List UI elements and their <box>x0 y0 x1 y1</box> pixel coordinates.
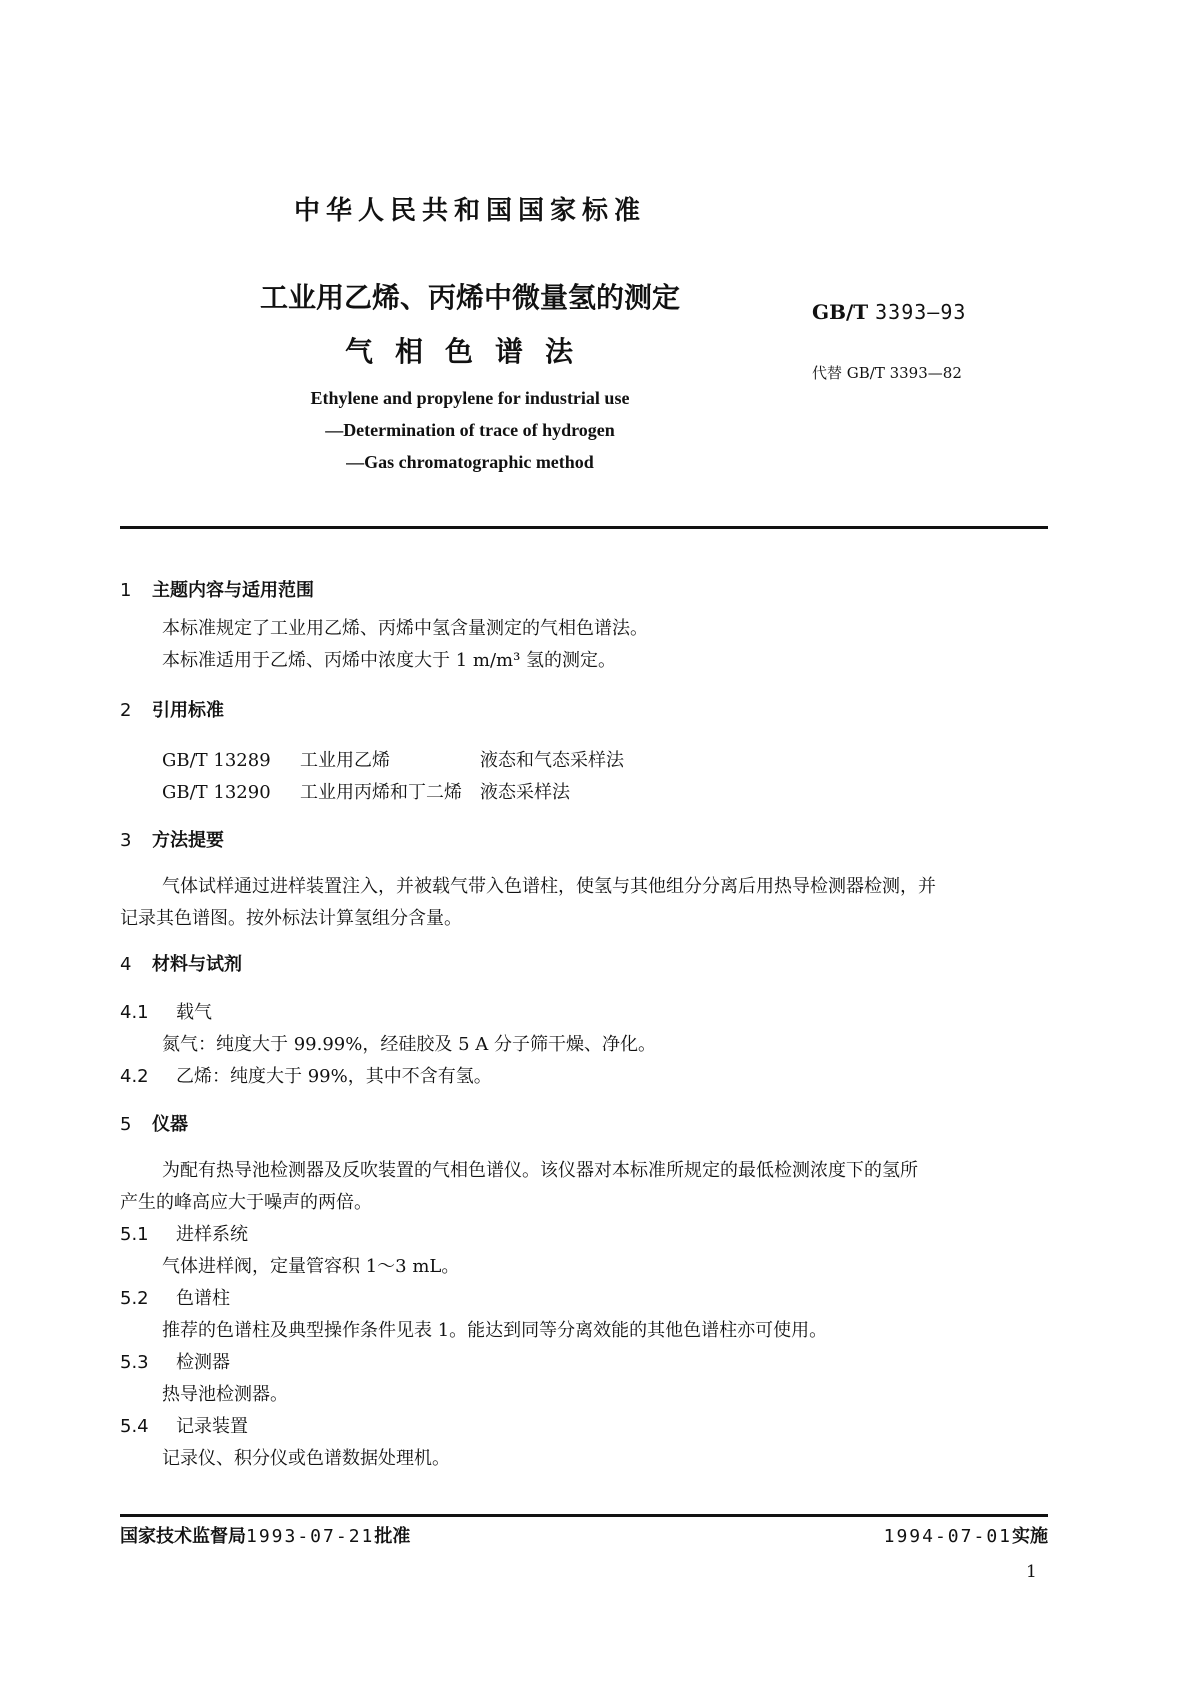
approve-date: 1993-07-21 <box>246 1526 375 1547</box>
subsection-5-1-text: 气体进样阀，定量管容积 1～3 mL。 <box>162 1256 460 1277</box>
section-5-para-2: 产生的峰高应大于噪声的两倍。 <box>120 1192 372 1213</box>
subsection-number: 5.3 <box>120 1352 149 1373</box>
subsection-4-1-text: 氮气：纯度大于 99.99%，经硅胶及 5 A 分子筛干燥、净化。 <box>162 1034 656 1055</box>
english-title-line3: —Gas chromatographic method <box>346 452 594 472</box>
section-number: 4 <box>120 954 132 975</box>
standard-prefix: GB/T <box>812 300 869 324</box>
section-title: 引用标准 <box>152 700 224 721</box>
standard-number <box>812 300 966 324</box>
footer-divider <box>120 1514 1048 1517</box>
section-title: 仪器 <box>152 1114 188 1135</box>
subsection-title: 记录装置 <box>176 1416 248 1437</box>
subsection-number: 4.2 <box>120 1066 149 1087</box>
subsection-5-1 <box>120 1220 248 1246</box>
reference-code: GB/T 13289 <box>162 750 271 771</box>
reference-desc: 液态和气态采样法 <box>480 750 624 771</box>
section-number: 5 <box>120 1114 132 1135</box>
section-title: 方法提要 <box>152 830 224 851</box>
approve-suffix: 批准 <box>374 1526 411 1547</box>
subsection-5-2 <box>120 1284 230 1310</box>
subsection-number: 4.1 <box>120 1002 149 1023</box>
document-title-line2: 气相色谱法 <box>344 335 595 368</box>
subsection-5-4-text: 记录仪、积分仪或色谱数据处理机。 <box>162 1448 450 1469</box>
national-standard-heading: 中华人民共和国国家标准 <box>293 196 646 226</box>
standard-code: 3393—93 <box>875 300 967 324</box>
section-title: 材料与试剂 <box>152 954 242 975</box>
section-5-para-1: 为配有热导池检测器及反吹装置的气相色谱仪。该仪器对本标准所规定的最低检测浓度下的氢所 <box>162 1160 918 1181</box>
subsection-number: 5.2 <box>120 1288 149 1309</box>
subsection-number: 5.4 <box>120 1416 149 1437</box>
reference-desc: 液态采样法 <box>480 782 570 803</box>
english-title-line1: Ethylene and propylene for industrial use <box>310 388 630 408</box>
subsection-number: 5.1 <box>120 1224 149 1245</box>
approver: 国家技术监督局 <box>120 1526 246 1547</box>
english-title-line2: —Determination of trace of hydrogen <box>325 420 615 440</box>
subsection-5-4 <box>120 1412 248 1438</box>
reference-row <box>162 778 570 804</box>
section-1-para-2: 本标准适用于乙烯、丙烯中浓度大于 1 m/m³ 氢的测定。 <box>162 650 617 671</box>
subsection-5-3 <box>120 1348 230 1374</box>
header-divider <box>120 526 1048 529</box>
subsection-title: 载气 <box>176 1002 212 1023</box>
reference-code: GB/T 13290 <box>162 782 271 803</box>
reference-name: 工业用乙烯 <box>300 750 390 771</box>
subsection-4-2 <box>120 1062 492 1088</box>
implementation-date: 1994-07-01 <box>883 1526 1012 1547</box>
section-number: 2 <box>120 700 132 721</box>
section-1-para-1: 本标准规定了工业用乙烯、丙烯中氢含量测定的气相色谱法。 <box>162 618 648 639</box>
subsection-4-1 <box>120 998 212 1024</box>
subsection-text: 乙烯：纯度大于 99%，其中不含有氢。 <box>176 1066 492 1087</box>
section-number: 3 <box>120 830 132 851</box>
section-5-heading <box>120 1110 188 1136</box>
subsection-5-2-text: 推荐的色谱柱及典型操作条件见表 1。能达到同等分离效能的其他色谱柱亦可使用。 <box>162 1320 828 1341</box>
section-3-heading <box>120 826 224 852</box>
subsection-title: 检测器 <box>176 1352 230 1373</box>
section-number: 1 <box>120 580 132 601</box>
reference-name: 工业用丙烯和丁二烯 <box>300 782 462 803</box>
document-title-line1: 工业用乙烯、丙烯中微量氢的测定 <box>259 281 680 314</box>
page-number: 1 <box>1026 1562 1037 1582</box>
reference-row <box>162 746 624 772</box>
section-3-para-2: 记录其色谱图。按外标法计算氢组分含量。 <box>120 908 462 929</box>
section-2-heading <box>120 696 224 722</box>
subsection-title: 进样系统 <box>176 1224 248 1245</box>
section-3-para-1: 气体试样通过进样装置注入，并被载气带入色谱柱，使氢与其他组分分离后用热导检测器检测，并 <box>162 876 936 897</box>
approval-info <box>120 1522 410 1548</box>
section-1-heading <box>120 576 314 602</box>
implementation-suffix: 实施 <box>1012 1526 1048 1547</box>
section-title: 主题内容与适用范围 <box>152 580 314 601</box>
implementation-info <box>884 1522 1048 1548</box>
subsection-5-3-text: 热导池检测器。 <box>162 1384 288 1405</box>
subsection-title: 色谱柱 <box>176 1288 230 1309</box>
section-4-heading <box>120 950 242 976</box>
replaces-note: 代替 GB/T 3393—82 <box>812 364 962 382</box>
